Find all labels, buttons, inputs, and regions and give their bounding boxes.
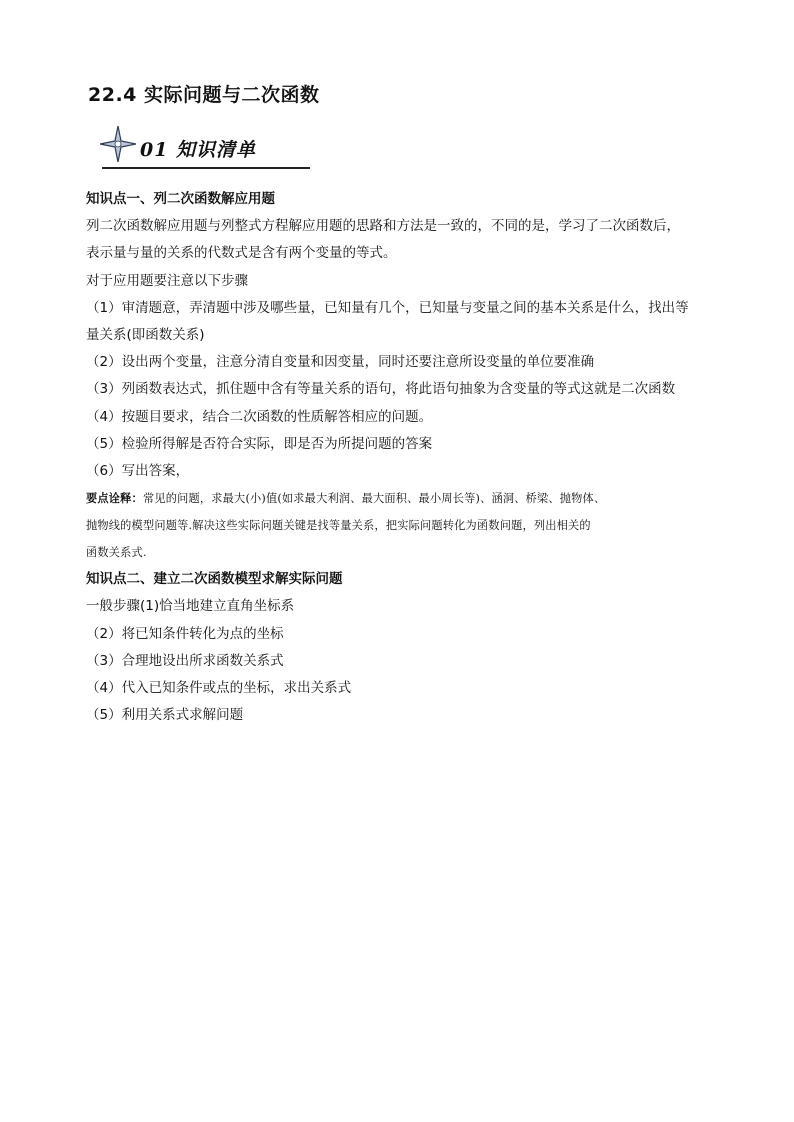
section1-step3: （3）列函数表达式，抓住题中含有等量关系的语句，将此语句抽象为含变量的等式这就是二次函数 [86, 381, 676, 398]
section1-step1-line-1: （1）审清题意，弄清题中涉及哪些量，已知量有几个，已知量与变量之间的基本关系是什么，找出等 [86, 299, 689, 316]
section1-step1-line-2: 量关系(即函数关系) [86, 327, 205, 344]
section2-step1: 一般步骤(1)恰当地建立直角坐标系 [86, 598, 295, 615]
section1-step4: （4）按题目要求，结合二次函数的性质解答相应的问题。 [86, 408, 433, 425]
section2-step3: （3）合理地设出所求函数关系式 [86, 652, 284, 669]
section1-step5: （5）检验所得解是否符合实际，即是否为所提问题的答案 [86, 435, 433, 452]
content-body [86, 186, 714, 729]
banner-label: 01 知识清单 [140, 139, 257, 161]
section1-step2: （2）设出两个变量，注意分清自变量和因变量，同时还要注意所设变量的单位要准确 [86, 354, 595, 371]
note-line-1 [86, 485, 714, 512]
section2-step4: （4）代入已知条件或点的坐标，求出关系式 [86, 680, 352, 697]
section2-step2: （2）将已知条件转化为点的坐标 [86, 625, 284, 642]
section1-heading: 知识点一、列二次函数解应用题 [86, 191, 275, 207]
banner-underline [102, 167, 310, 169]
section1-intro-line-2: 表示量与量的关系的代数式是含有两个变量的等式。 [86, 245, 397, 262]
note-line-3: 函数关系式. [86, 546, 147, 560]
section1-intro-line-1: 列二次函数解应用题与列整式方程解应用题的思路和方法是一致的，不同的是，学习了二次函数后， [86, 218, 680, 235]
section2-step5: （5）利用关系式求解问题 [86, 707, 244, 724]
section1-steps-intro: 对于应用题要注意以下步骤 [86, 272, 248, 289]
star-icon [100, 126, 136, 162]
note-text-1: 常见的问题，求最大(小)值(如求最大利润、最大面积、最小周长等)、涵洞、桥梁、抛物体、 [142, 492, 606, 506]
note-label: 要点诠释： [86, 491, 143, 506]
note-line-2: 抛物线的模型问题等.解决这些实际问题关键是找等量关系，把实际问题转化为函数问题，列出相关的 [86, 519, 591, 533]
section2-heading: 知识点二、建立二次函数模型求解实际问题 [86, 571, 343, 588]
section-banner [96, 122, 312, 172]
section1-step6: （6）写出答案， [86, 463, 190, 480]
page-title: 22.4 实际问题与二次函数 [88, 84, 320, 106]
